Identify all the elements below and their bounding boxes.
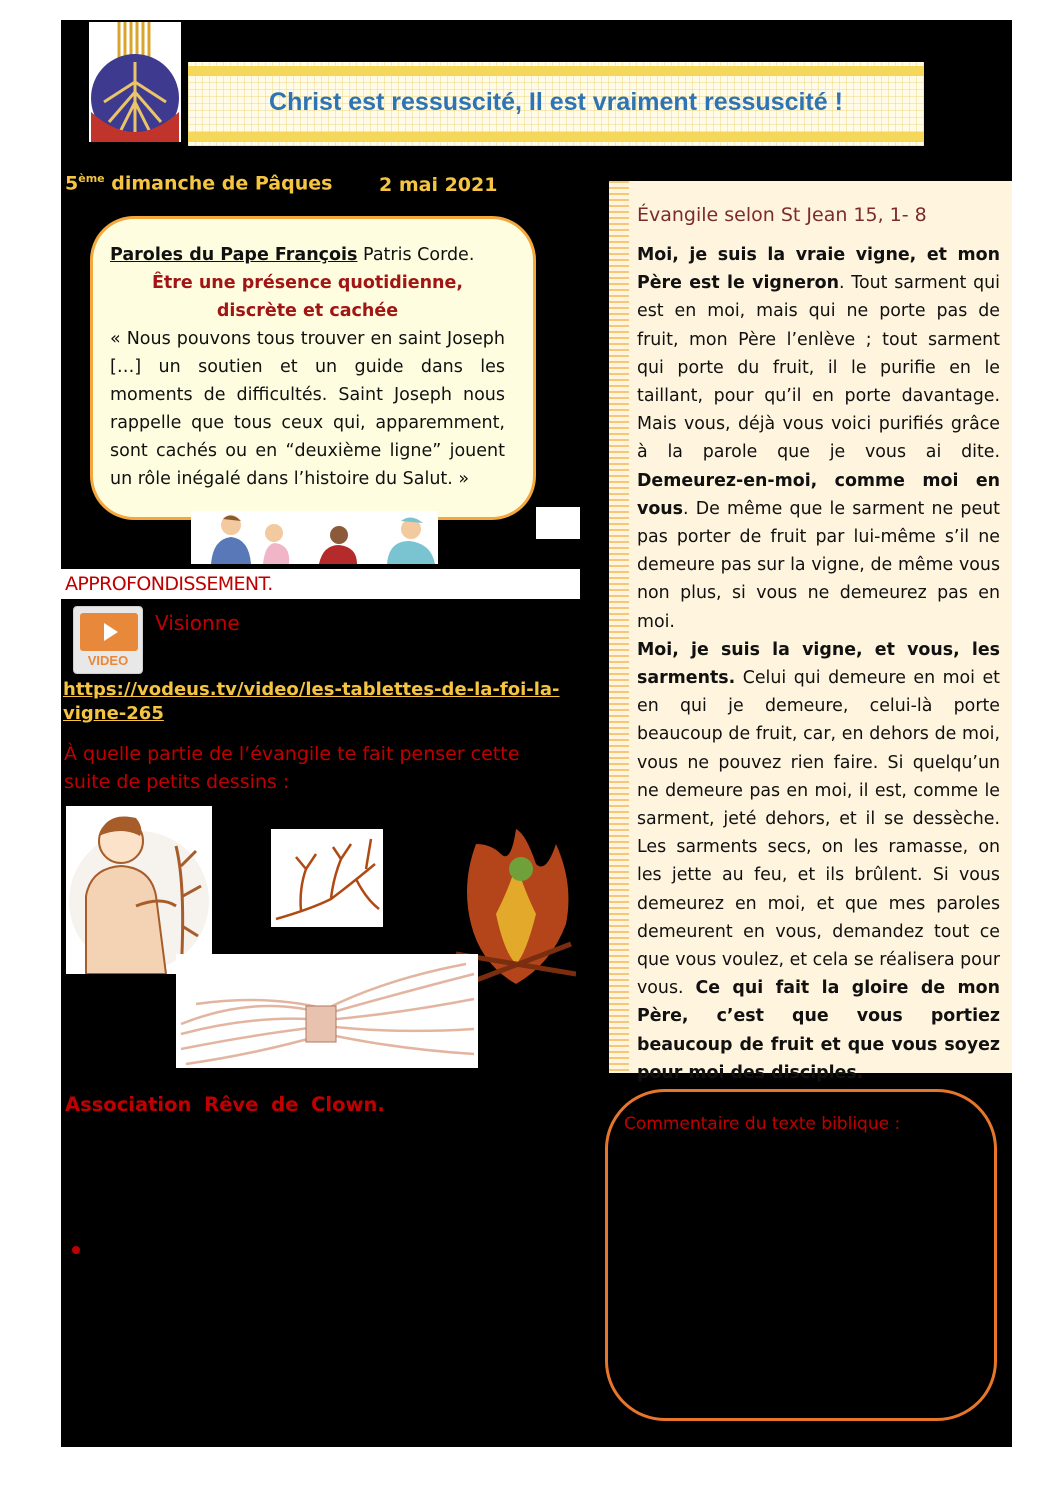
gospel-verse-text-3: Celui qui demeure en moi et en qui je demeure, celui-là porte beaucoup de fruit, car, en dehors de moi, vous ne pouvez rien faire. Si quelqu’un ne demeure pas en moi, il est, comme le sarment, jeté dehors, et il se dessèche. Les sarments secs, on les ramasse, on les jette au feu, et ils brûlent. Si vous demeurez en moi, et que mes paroles demeurent en vous, demandez tout ce que vous voulez, et cela se réalisera pour vous. — [637, 668, 1000, 999]
drawing-question: À quelle partie de l’évangile te fait penser cette suite de petits dessins : — [64, 743, 520, 793]
branch-illustration — [271, 829, 383, 927]
quote-body: « Nous pouvons tous trouver en saint Joseph […] un soutien et un guide dans les moments de difficultés. Saint Joseph nous rappelle que tous ceux qui, apparemment, sont cachés ou en “deuxième ligne” jouent un rôle inégalé dans l’histoire du Salut. » — [110, 329, 505, 489]
gospel-verse-bold-2: Demeurez-en-moi, comme moi en vous — [637, 470, 1000, 519]
pope-quote-box — [90, 216, 536, 520]
quote-subtitle-2: discrète et cachée — [216, 301, 399, 321]
visionne-label: Visionne — [155, 611, 240, 635]
sunday-label — [65, 172, 332, 194]
pruning-man-illustration — [66, 806, 212, 974]
gospel-text — [637, 241, 1000, 1087]
gospel-verse-bold-1: Moi, je suis la vraie vigne, et mon Père est le vigneron — [637, 245, 1000, 294]
gospel-verse-text-1: . Tout sarment qui est en moi, mais qui ne porte pas de fruit, mon Père l’enlève ; tout sarment qui porte du fruit, il le purifie en le taillant, pour qu’il en porte davantage. Mais vous, déjà vous voici purifiés grâce à la parole que je vous ai dite. — [637, 273, 1000, 463]
commentary-box — [605, 1089, 997, 1421]
quote-heading — [110, 241, 505, 269]
page-title: Christ est ressuscité, Il est vraiment ressuscité ! — [269, 88, 843, 116]
sunday-ordinal: 5 — [65, 172, 79, 195]
quote-author: Paroles du Pape François — [110, 245, 358, 265]
sunday-ordinal-suffix: ème — [78, 172, 105, 185]
gospel-verse-bold-3: Moi, je suis la vigne, et vous, les sarments. — [637, 639, 1000, 689]
bullet-point — [72, 1246, 80, 1254]
association-heading: Association Rêve de Clown. — [65, 1093, 385, 1116]
gospel-verse-bold-4: Ce qui fait la gloire de mon Père, c’est que vous portiez beaucoup de fruit et que vous soyez pour moi des disciples. — [637, 978, 1001, 1083]
bundle-illustration — [176, 954, 478, 1068]
gospel-reference: Évangile selon St Jean 15, 1- 8 — [637, 204, 927, 226]
sunday-name: dimanche de Pâques — [104, 172, 333, 195]
parish-logo — [89, 22, 181, 142]
commentary-label: Commentaire du texte biblique : — [624, 1114, 901, 1134]
banner-band-top — [188, 66, 924, 76]
date-value: 2 mai 2021 — [379, 174, 498, 196]
quote-subtitle-1: Être une présence quotidienne, — [151, 273, 464, 293]
video-icon[interactable] — [73, 606, 143, 674]
video-label: VIDEO — [87, 653, 129, 668]
people-illustration — [191, 511, 438, 564]
title-banner — [188, 62, 924, 146]
video-link[interactable]: https://vodeus.tv/video/les-tablettes-de-la-foi-la-vigne-265 — [63, 679, 560, 724]
gospel-verse-text-2: . De même que le sarment ne peut pas porter de fruit par lui-même s’il ne demeure pas sur la vigne, de même vous non plus, si vous ne demeurez pas en moi. — [637, 498, 1000, 632]
play-icon — [80, 613, 138, 651]
blank-box — [536, 507, 580, 539]
approfondissement-heading: APPROFONDISSEMENT. — [65, 573, 273, 595]
quote-source: Patris Corde. — [357, 245, 475, 265]
banner-band-bottom — [188, 132, 924, 142]
